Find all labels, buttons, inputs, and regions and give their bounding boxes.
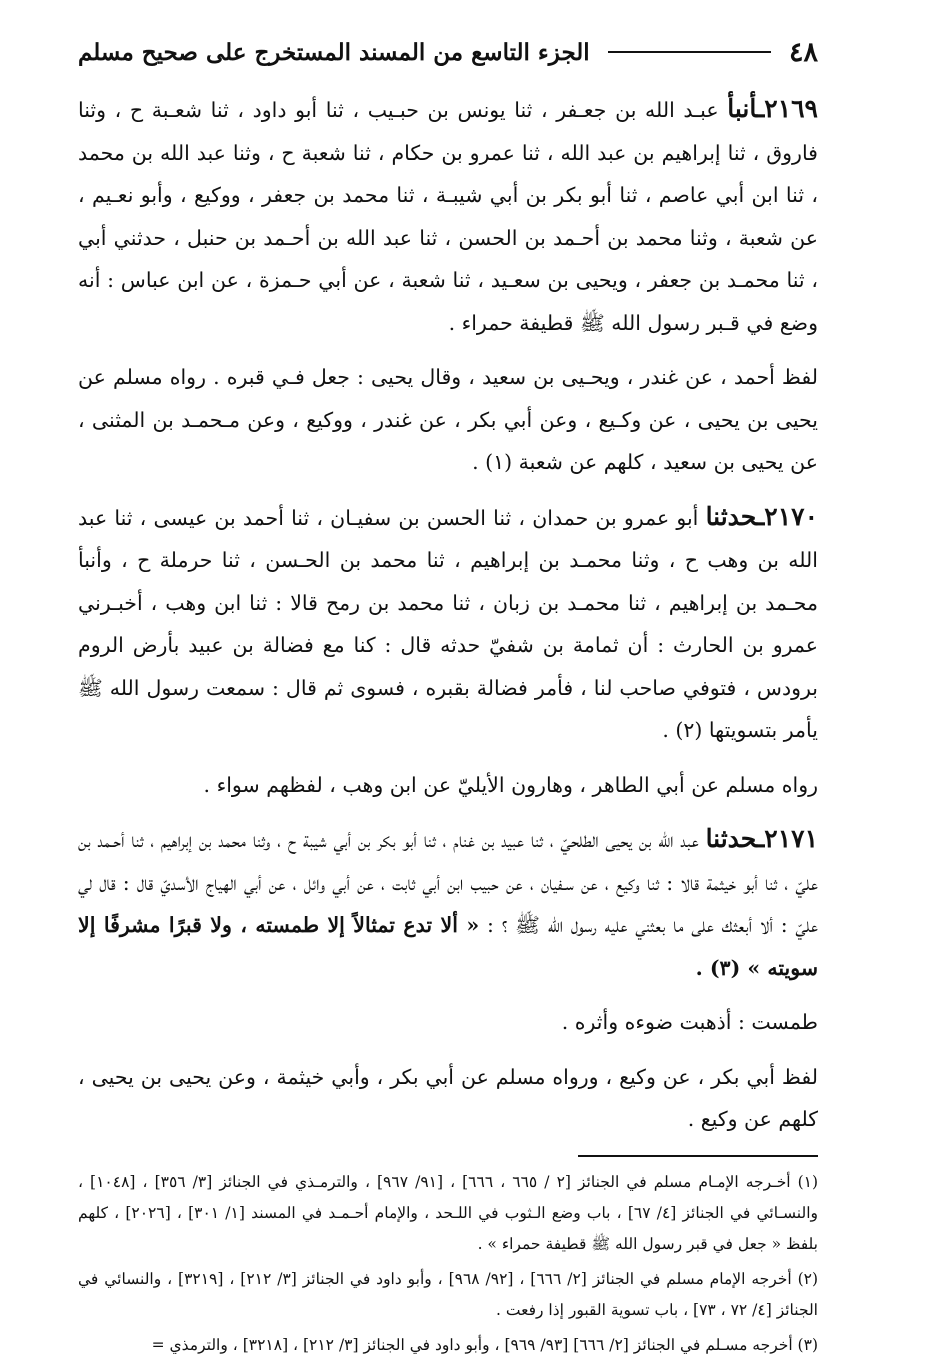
- hadith-2170: [78, 496, 818, 752]
- footnote-2: (٢) أخرجه الإمام مسلم في الجنائز [٢/ ٦٦٦] ، [٩٢/ ٩٦٨] ، وأبو داود في الجنائز [٣/ ٢١٢] ، [٣٢١٩] ، والنسائي في الجنائز [٤/ ٧٢ ، ٧٣] ، باب تسوية القبور إذا رفعت .: [78, 1269, 819, 1319]
- hadith-number: ٢١٧٠ـحدثنا: [705, 501, 818, 531]
- hadith-2171-gloss: طمست : أذهبت ضوءه وأثره .: [561, 1010, 818, 1034]
- footnote-3: (٣) أخرجه مسـلم في الجنائز [٢/ ٦٦٦] [٩٣/ ٩٦٩] ، وأبو داود في الجنائز [٣/ ٢١٢] ، [٣٢١٨] ، والترمذي =: [151, 1335, 818, 1354]
- hadith-text: عبـد الله بن جعـفر ، ثنا يونس بن حبـيب ، ثنا أبو داود ، ثنا شعـبة ح ، وثنا فاروق ، ثنا إبراهيم بن عبد الله ، ثنا عمرو بن حكام ، ثنا شعبة ح ، وثنا عبد الله بن محمد ، ثنا ابن أبي عاصم ، ثنا أبو بكر بن أبي شيبـة ، ثنا محمد بن جعفر ، ووكيع ، وأبو نعـيم ، عن شعبة ، وثنا محمد بن أحـمد بن الحسن ، ثنا عبد الله بن أحـمد بن حنبل ، حدثني أبي ، ثنا محمـد بن جعفر ، ويحيى بن سعـيد ، ثنا شعبة ، عن أبي حـمزة ، عن ابن عباس : أنه وضع في قـبر رسول الله ﷺ قطيفة حمراء .: [78, 98, 818, 335]
- hadith-text: عبد الله بن يحيى الطلحيّ ، ثنا عبيد بن غنام ، ثنا أبو بكر بن أبي شيبة ح ، وثنا محمد بن إبراهيم ، ثنا أحـمد بن عليّ ، ثنا أبو خيثمة قالا : ثنا وكيع ، عن سـفيان ، عن حبيب ابن أبي ثابت ، عن أبي وائل ، عن أبي الهياج الأسديّ قال : قال لي عليّ : ألا أبعثك على ما بعثني عليه رسول الله ﷺ ؟ :: [78, 828, 818, 937]
- hadith-number: ٢١٦٩ـأنبأ: [727, 94, 818, 123]
- footnotes: [78, 1167, 818, 1361]
- page-number: ٤٨: [788, 36, 818, 68]
- hadith-2169-commentary: لفظ أحمد ، عن غندر ، ويحـيى بن سعيد ، وقال يحيى : جعل فـي قبره . رواه مسلم عن يحيى بن يحيى ، عن وكـيع ، وعن أبي بكر ، عن غندر ، ووكيع ، وعن مـحمـد بن المثنى ، عن يحيى بن سعيد ، كلهم عن شعبة (١) .: [78, 365, 818, 474]
- footnote-1: (١) أخـرجه الإمـام مسلم في الجنائز [٢ / ٦٦٥ ، ٦٦٦] ، [٩١/ ٩٦٧] ، والترمـذي في الجنائز [٣/ ٣٥٦] ، [١٠٤٨] ، والنسـائي في الجنائز [٤/ ٦٧] ، باب وضع الـثوب في اللـحد ، والإمام أحـمـد في المسند [١/ ٣٠١] ، [٢٠٢٦] ، كلهم بلفظ « جعل في قبر رسول الله ﷺ قطيفة حمراء » .: [78, 1172, 819, 1253]
- hadith-quote: « ألا تدع تمثالاً إلا طمسته ، ولا قبرًا مشرفًا إلا سويته » (٣) .: [78, 913, 818, 980]
- hadith-2169: [78, 88, 818, 344]
- footnote-separator: [578, 1155, 818, 1157]
- header-rule: [608, 51, 771, 53]
- page-header: [78, 32, 818, 72]
- hadith-text: أبو عمرو بن حمدان ، ثنا الحسن بن سفيـان ، ثنا أحمد بن عيسى ، ثنا عبد الله بن وهب ح ، وثنا محمـد بن إبراهيم ، ثنا محمد بن الحـسن ، ثنا حرملة ح ، وأنبأ محـمد بن إبراهيم ، ثنا محمـد بن زبان ، ثنا محمد بن رمح قالا : ثنا ابن وهب ، أخبـرني عمرو بن الحارث : أن ثمامة بن شفيّ حدثه قال : كنا مع فضالة بن عبيد بأرض الروم برودس ، فتوفي صاحب لنا ، فأمر فضالة بقبره ، فسوى ثم قال : سمعت رسول الله ﷺ يأمر بتسويتها (٢) .: [78, 505, 818, 742]
- hadith-number: ٢١٧١ـحدثنا: [705, 824, 818, 853]
- hadith-2170-commentary: رواه مسلم عن أبي الطاهر ، وهارون الأيليّ عن ابن وهب ، لفظهم سواء .: [203, 772, 818, 797]
- page: [78, 32, 818, 1365]
- running-title: الجزء التاسع من المسند المستخرج على صحيح مسلم: [78, 38, 590, 66]
- page-body: [78, 88, 818, 1141]
- hadith-2171: [78, 818, 818, 989]
- hadith-2171-commentary: لفظ أبي بكر ، عن وكيع ، ورواه مسلم عن أبي بكر ، وأبي خيثمة ، وعن يحيى بن يحيى ، كلهم عن وكيع .: [78, 1064, 818, 1131]
